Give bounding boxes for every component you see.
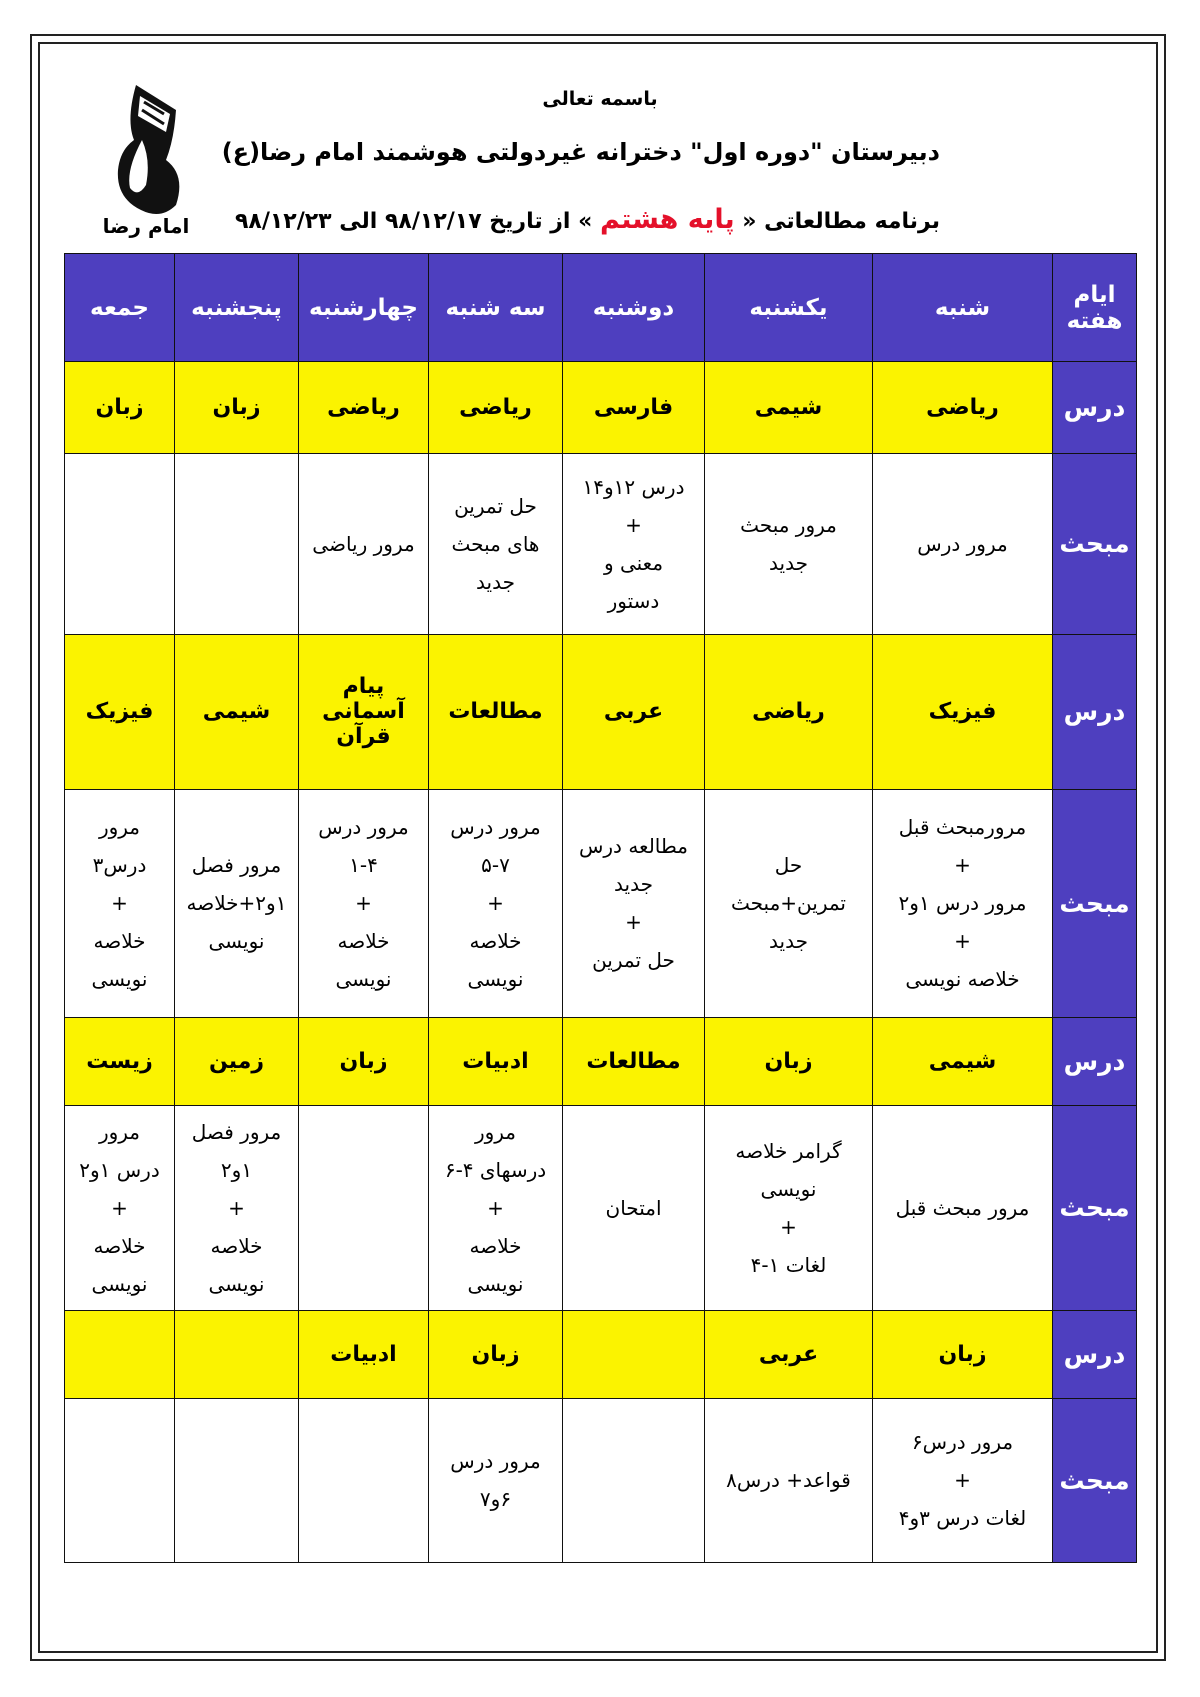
cell-line: مرور درس۶ <box>911 1430 1014 1455</box>
cell-line: شیمی <box>754 395 823 421</box>
program-title <box>234 204 940 235</box>
lesson-cell <box>705 1310 873 1398</box>
cell-line: مرور مبحث قبل <box>895 1195 1030 1220</box>
cell-line: نویسی <box>208 929 265 954</box>
cell-line: مرور درس <box>450 1449 541 1474</box>
cell-line: زبان <box>764 1049 813 1075</box>
cell-line: نویسی <box>91 967 148 992</box>
bismillah-heading: باسمه تعالی <box>542 88 658 110</box>
cell-line: مرورمبحث قبل <box>898 815 1027 840</box>
lesson-cell <box>65 1018 175 1106</box>
cell-line: + <box>625 910 642 935</box>
school-logo <box>96 80 196 240</box>
cell-line: مطالعات <box>586 1049 681 1075</box>
cell-line: ۶و۷ <box>479 1487 512 1512</box>
cell-line: حل تمرین <box>592 948 675 973</box>
lesson-row <box>65 1310 1137 1398</box>
corner-header <box>1053 254 1137 362</box>
topic-cell <box>299 1106 429 1310</box>
topic-cell <box>175 789 299 1017</box>
topic-cell <box>299 454 429 634</box>
topic-row-label: مبحث <box>1053 1106 1137 1310</box>
lesson-cell <box>563 362 705 454</box>
cell-line: امتحان <box>605 1195 662 1220</box>
day-header: دوشنبه <box>563 254 705 362</box>
cell-line: ریاضی <box>926 395 999 421</box>
cell-line: مرور درس <box>318 815 409 840</box>
cell-line: زبان <box>212 395 261 421</box>
cell-line: ریاضی <box>327 395 400 421</box>
lesson-cell <box>563 1310 705 1398</box>
cell-line: خلاصه <box>469 1233 522 1258</box>
cell-line: فیزیک <box>85 699 154 725</box>
lesson-cell <box>429 1018 563 1106</box>
cell-line: جدید <box>614 872 653 897</box>
cell-line: آسمانی <box>322 699 405 725</box>
topic-row-label: مبحث <box>1053 1398 1137 1562</box>
lesson-cell <box>299 1310 429 1398</box>
lesson-row <box>65 1018 1137 1106</box>
day-header: سه شنبه <box>429 254 563 362</box>
cell-line: مرور درس <box>917 531 1008 556</box>
cell-line: زبان <box>938 1341 987 1367</box>
cell-line: قواعد+ درس۸ <box>726 1468 851 1493</box>
lesson-cell <box>873 1310 1053 1398</box>
cell-line: درس۳ <box>92 853 147 878</box>
cell-line: جدید <box>476 569 515 594</box>
topic-row-label: مبحث <box>1053 789 1137 1017</box>
cell-line: زبان <box>471 1341 520 1367</box>
cell-line: ۱و۲+خلاصه <box>186 891 287 916</box>
lesson-cell <box>175 1310 299 1398</box>
lesson-cell <box>65 634 175 789</box>
topic-row <box>65 454 1137 634</box>
cell-line: دستور <box>607 588 660 613</box>
cell-line: لغات ۱-۴ <box>750 1252 827 1277</box>
cell-line: خلاصه <box>469 929 522 954</box>
cell-line: + <box>228 1195 245 1220</box>
lesson-cell <box>65 1310 175 1398</box>
topic-cell <box>873 789 1053 1017</box>
cell-line: مطالعه درس <box>578 834 688 859</box>
topic-cell <box>705 1398 873 1562</box>
day-header: پنجشنبه <box>175 254 299 362</box>
topic-cell <box>873 1106 1053 1310</box>
lesson-cell <box>299 1018 429 1106</box>
cell-line: مرور درس <box>450 815 541 840</box>
lesson-cell <box>429 362 563 454</box>
cell-line: شیمی <box>928 1049 997 1075</box>
cell-line: تمرین+مبحث <box>730 891 846 916</box>
cell-line: های مبحث <box>451 531 540 556</box>
cell-line: + <box>355 891 372 916</box>
cell-line: جدید <box>769 929 808 954</box>
cell-line: زیست <box>86 1049 153 1075</box>
lesson-row <box>65 634 1137 789</box>
lesson-cell <box>563 1018 705 1106</box>
topic-cell <box>563 1106 705 1310</box>
cell-line: + <box>954 929 971 954</box>
days-header-row <box>65 254 1137 362</box>
topic-cell <box>65 1398 175 1562</box>
cell-line: پیام <box>342 674 385 700</box>
topic-cell <box>705 1106 873 1310</box>
topic-cell <box>175 1398 299 1562</box>
topic-cell <box>873 454 1053 634</box>
cell-line: مرور <box>98 815 141 840</box>
program-dates: » از تاریخ ۹۸/۱۲/۱۷ الی ۹۸/۱۲/۲۳ <box>234 209 593 234</box>
lesson-cell <box>873 1018 1053 1106</box>
topic-cell <box>705 454 873 634</box>
cell-line: نویسی <box>208 1271 265 1296</box>
cell-line: + <box>111 1195 128 1220</box>
cell-line: حل تمرین <box>454 493 537 518</box>
cell-line: هفته <box>1066 307 1123 334</box>
lesson-row-label: درس <box>1053 362 1137 454</box>
lesson-cell <box>175 1018 299 1106</box>
cell-line: + <box>487 891 504 916</box>
lesson-cell <box>429 634 563 789</box>
cell-line: + <box>487 1195 504 1220</box>
topic-cell <box>175 1106 299 1310</box>
topic-cell <box>563 789 705 1017</box>
cell-line: ادبیات <box>330 1341 397 1367</box>
topic-cell <box>65 1106 175 1310</box>
study-schedule-table <box>64 253 1137 1563</box>
cell-line: ایام <box>1073 281 1116 308</box>
lesson-cell <box>705 634 873 789</box>
cell-line: خلاصه نویسی <box>905 967 1020 992</box>
topic-cell <box>175 454 299 634</box>
cell-line: مرور فصل <box>191 1119 282 1144</box>
cell-line: خلاصه <box>210 1233 263 1258</box>
cell-line: فیزیک <box>928 699 997 725</box>
lesson-row-label: درس <box>1053 634 1137 789</box>
cell-line: خلاصه <box>337 929 390 954</box>
cell-line: ریاضی <box>459 395 532 421</box>
cell-line: معنی و <box>603 550 664 575</box>
lesson-row-label: درس <box>1053 1310 1137 1398</box>
cell-line: جدید <box>769 550 808 575</box>
lesson-cell <box>175 634 299 789</box>
cell-line: گرامر خلاصه <box>735 1138 842 1163</box>
day-header: شنبه <box>873 254 1053 362</box>
topic-row-label: مبحث <box>1053 454 1137 634</box>
cell-line: درس ۱۲و۱۴ <box>582 474 685 499</box>
cell-line: ۵-۷ <box>481 853 510 878</box>
cell-line: مرور <box>98 1119 141 1144</box>
cell-line: زبان <box>339 1049 388 1075</box>
topic-cell <box>563 454 705 634</box>
cell-line: نویسی <box>467 1271 524 1296</box>
cell-line: + <box>111 891 128 916</box>
lesson-cell <box>705 362 873 454</box>
topic-cell <box>299 1398 429 1562</box>
topic-row <box>65 1106 1137 1310</box>
lesson-cell <box>873 634 1053 789</box>
topic-cell <box>429 1398 563 1562</box>
cell-line: مرور درس ۱و۲ <box>898 891 1027 916</box>
cell-line: لغات درس ۳و۴ <box>898 1506 1027 1531</box>
topic-cell <box>429 1106 563 1310</box>
topic-cell <box>429 454 563 634</box>
cell-line: مرور <box>474 1119 517 1144</box>
cell-line: عربی <box>603 699 664 725</box>
topic-cell <box>299 789 429 1017</box>
cell-line: خلاصه <box>93 1233 146 1258</box>
school-name: دبیرستان "دوره اول" دخترانه غیردولتی هوشمند امام رضا(ع) <box>221 138 940 166</box>
cell-line: نویسی <box>335 967 392 992</box>
lesson-cell <box>299 634 429 789</box>
program-prefix: برنامه مطالعاتی « <box>742 209 940 234</box>
cell-line: نویسی <box>760 1176 817 1201</box>
lesson-cell <box>65 362 175 454</box>
lesson-row <box>65 362 1137 454</box>
cell-line: حل <box>774 853 803 878</box>
cell-line: مرور ریاضی <box>312 531 415 556</box>
lesson-cell <box>705 1018 873 1106</box>
cell-line: نویسی <box>91 1271 148 1296</box>
topic-cell <box>65 789 175 1017</box>
cell-line: مرور مبحث <box>740 512 837 537</box>
cell-line: + <box>954 1468 971 1493</box>
topic-cell <box>705 789 873 1017</box>
lesson-cell <box>299 362 429 454</box>
lesson-cell <box>563 634 705 789</box>
cell-line: مطالعات <box>448 699 543 725</box>
cell-line: ریاضی <box>752 699 825 725</box>
topic-cell <box>873 1398 1053 1562</box>
cell-line: مرور فصل <box>191 853 282 878</box>
lesson-cell <box>175 362 299 454</box>
cell-line: + <box>780 1214 797 1239</box>
day-header: چهارشنبه <box>299 254 429 362</box>
cell-line: ۱-۴ <box>349 853 378 878</box>
cell-line: درسهای ۴-۶ <box>444 1157 547 1182</box>
grade-label: پایه هشتم <box>600 204 735 235</box>
cell-line: ادبیات <box>462 1049 529 1075</box>
cell-line: فارسی <box>593 395 674 421</box>
logo-caption: امام رضا <box>102 214 190 238</box>
cell-line: عربی <box>758 1341 819 1367</box>
topic-cell <box>563 1398 705 1562</box>
lesson-row-label: درس <box>1053 1018 1137 1106</box>
cell-line: ۱و۲ <box>220 1157 253 1182</box>
topic-cell <box>65 454 175 634</box>
day-header: یکشنبه <box>705 254 873 362</box>
cell-line: زمین <box>208 1049 265 1075</box>
topic-row <box>65 789 1137 1017</box>
cell-line: درس ۱و۲ <box>79 1157 160 1182</box>
cell-line: + <box>954 853 971 878</box>
cell-line: نویسی <box>467 967 524 992</box>
lesson-cell <box>873 362 1053 454</box>
topic-cell <box>429 789 563 1017</box>
cell-line: + <box>625 512 642 537</box>
cell-line: شیمی <box>202 699 271 725</box>
cell-line: زبان <box>95 395 144 421</box>
cell-line: خلاصه <box>93 929 146 954</box>
cell-line: قرآن <box>336 724 391 750</box>
lesson-cell <box>429 1310 563 1398</box>
topic-row <box>65 1398 1137 1562</box>
day-header: جمعه <box>65 254 175 362</box>
